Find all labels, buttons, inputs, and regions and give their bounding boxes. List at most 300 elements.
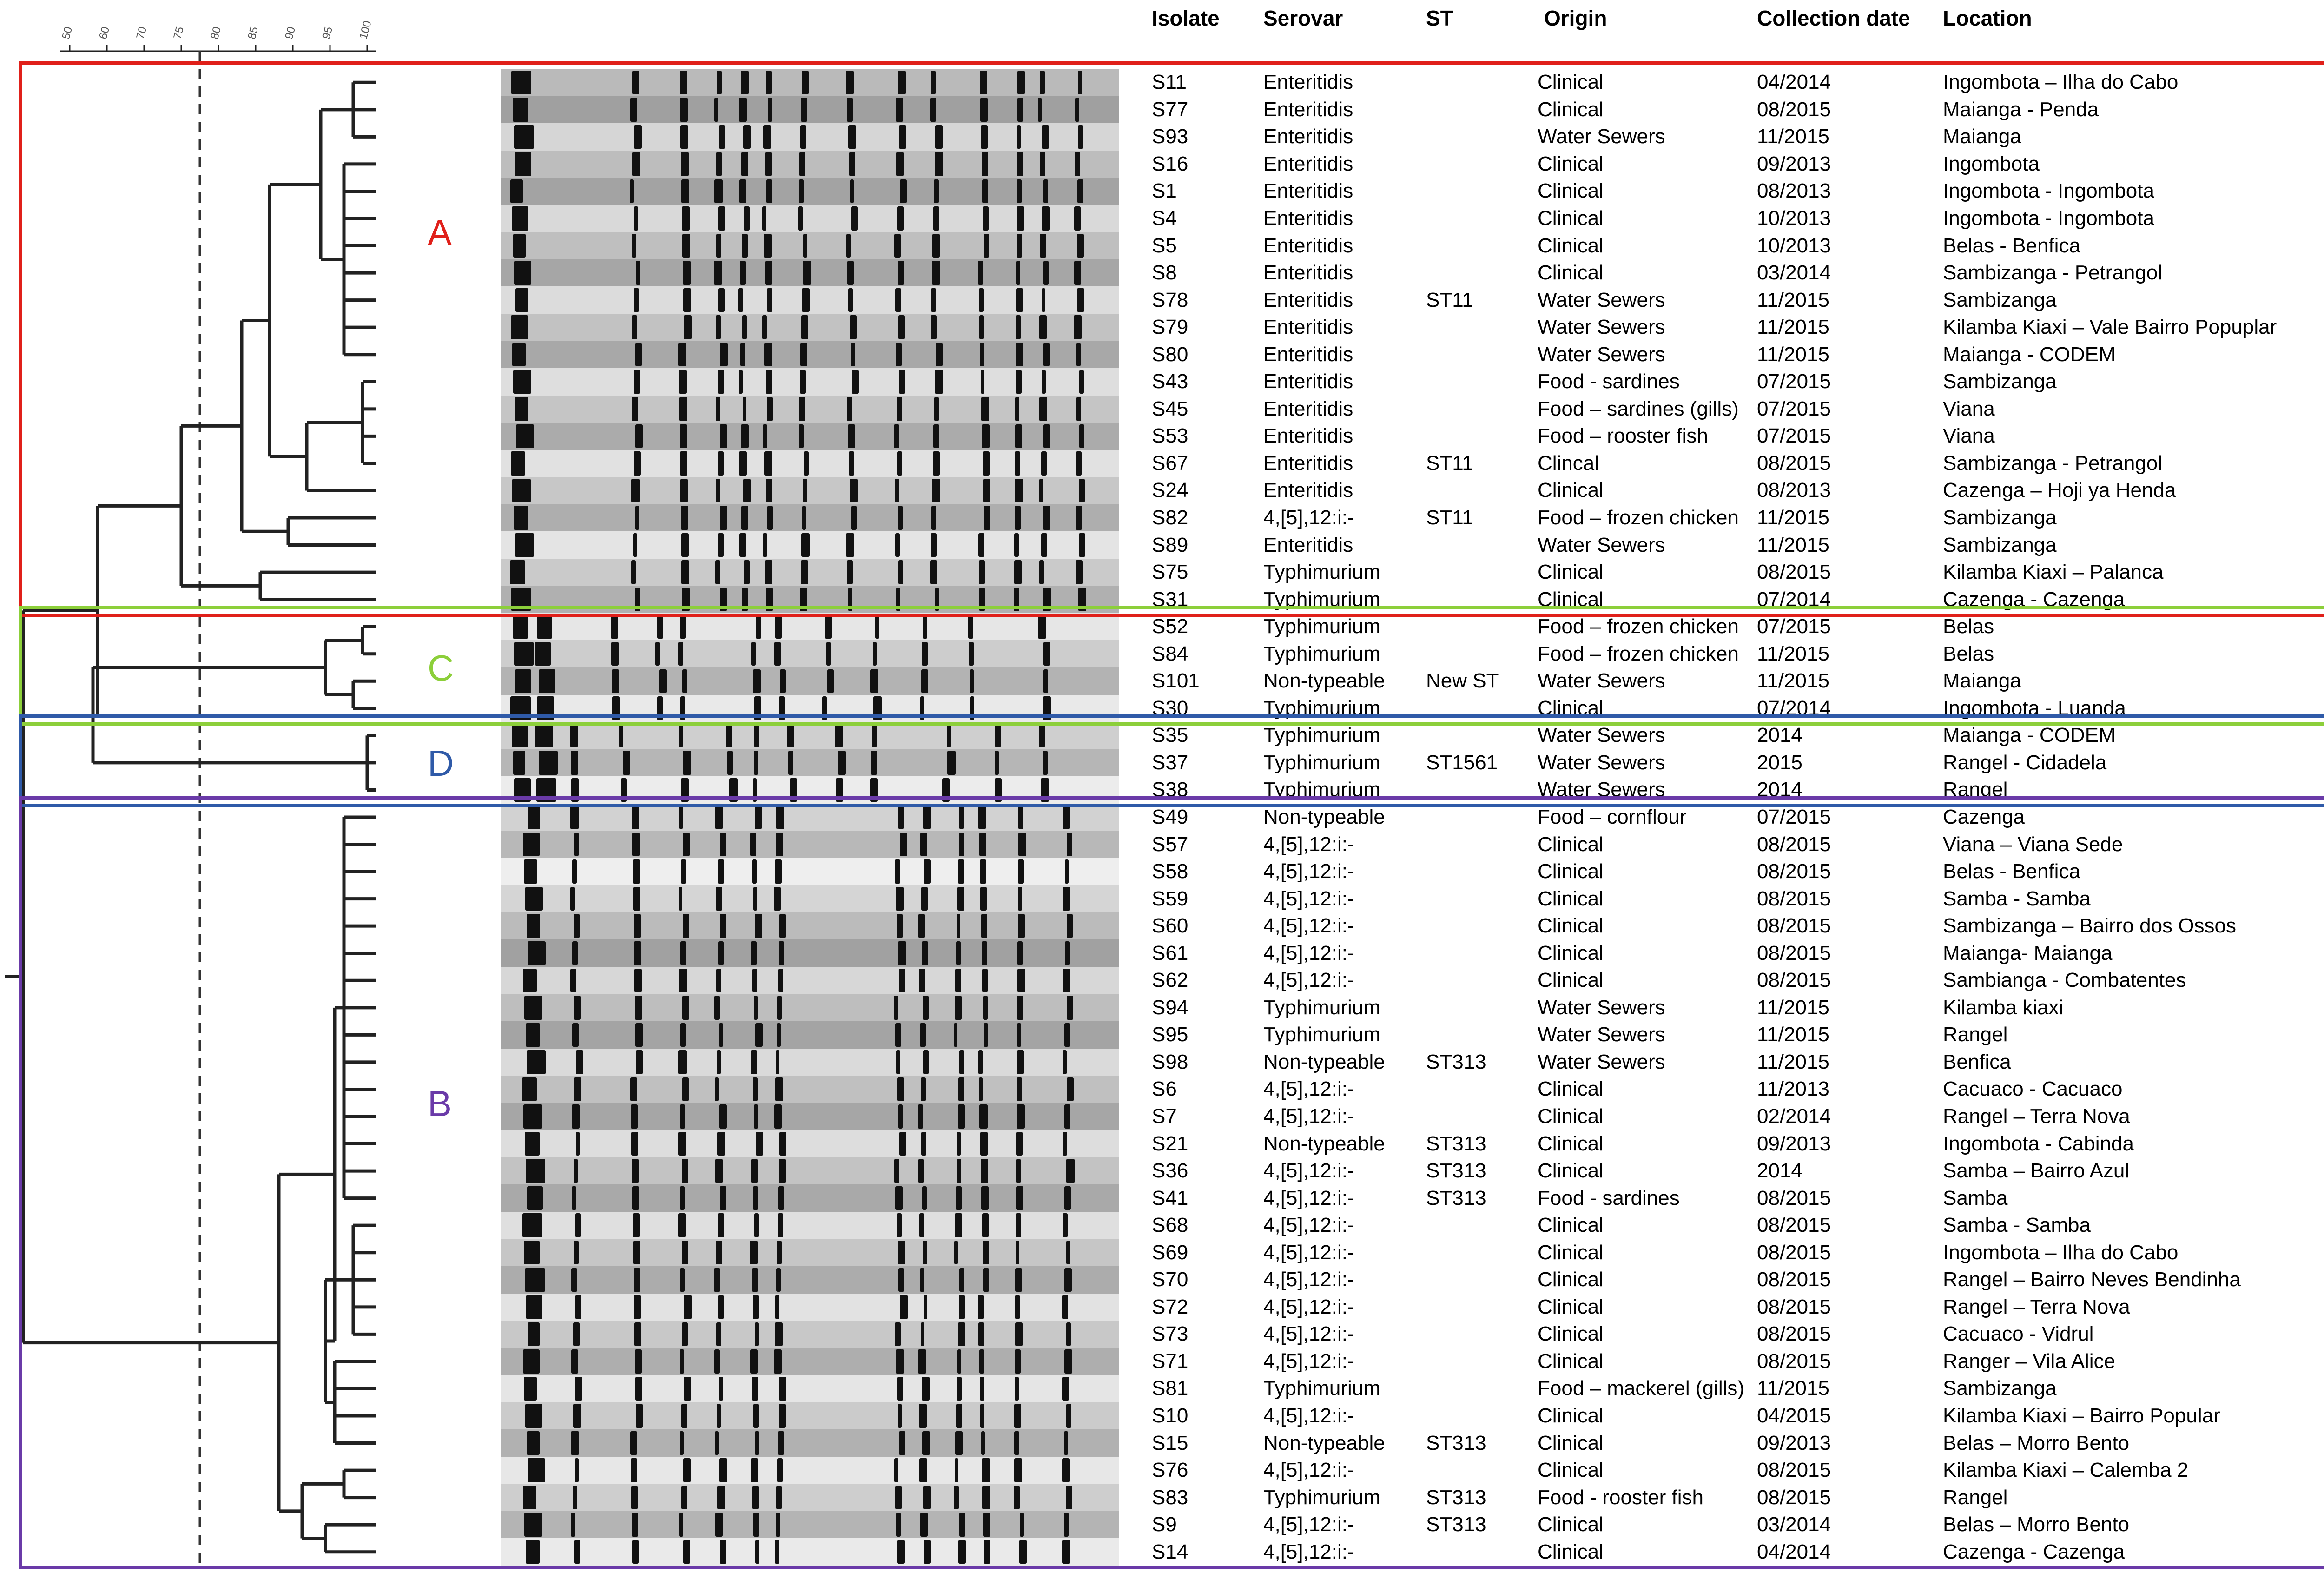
cell-location: Ingombota - Ingombota <box>1943 179 2154 203</box>
cell-isolate: S53 <box>1152 424 1188 448</box>
cell-date: 11/2015 <box>1757 343 1829 366</box>
cell-location: Maianga- Maianga <box>1943 941 2113 965</box>
cell-location: Ingombota - Ingombota <box>1943 207 2154 230</box>
cell-origin: Food – frozen chicken <box>1538 615 1739 638</box>
cell-date: 11/2015 <box>1757 996 1829 1019</box>
cell-serovar: Enteritidis <box>1263 179 1353 203</box>
scale-tick-label: 70 <box>134 25 150 41</box>
cell-serovar: Enteritidis <box>1263 397 1353 420</box>
cell-isolate: S38 <box>1152 778 1188 801</box>
cell-isolate: S70 <box>1152 1268 1188 1291</box>
cell-date: 07/2015 <box>1757 806 1831 828</box>
cell-origin: Clinical <box>1538 1513 1604 1536</box>
cell-date: 08/2015 <box>1757 98 1831 121</box>
cell-serovar: 4,[5],12:i:- <box>1263 1459 1354 1482</box>
cell-origin: Clinical <box>1538 71 1604 94</box>
cell-location: Samba - Samba <box>1943 887 2091 910</box>
cell-date: 11/2015 <box>1757 316 1829 339</box>
header-location: Location <box>1943 6 2032 30</box>
header-date: Collection date <box>1757 6 1910 30</box>
cell-isolate: S10 <box>1152 1404 1188 1427</box>
cell-date: 08/2015 <box>1757 941 1831 965</box>
cell-date: 07/2014 <box>1757 696 1831 720</box>
cell-isolate: S79 <box>1152 316 1188 339</box>
cell-origin: Water Sewers <box>1538 996 1665 1019</box>
cell-location: Ingombota – Ilha do Cabo <box>1943 1241 2179 1264</box>
cell-date: 08/2015 <box>1757 914 1831 938</box>
cell-date: 02/2014 <box>1757 1105 1831 1128</box>
scale-tick-label: 90 <box>283 25 298 41</box>
cell-location: Rangel – Bairro Neves Bendinha <box>1943 1268 2241 1291</box>
cell-serovar: Typhimurium <box>1263 615 1380 638</box>
cell-date: 08/2015 <box>1757 561 1831 584</box>
cell-location: Kilamba Kiaxi – Calemba 2 <box>1943 1459 2189 1482</box>
cell-location: Maianga <box>1943 669 2021 693</box>
cell-serovar: Enteritidis <box>1263 370 1353 393</box>
cell-isolate: S62 <box>1152 969 1188 992</box>
cell-date: 08/2015 <box>1757 860 1831 883</box>
cell-date: 07/2015 <box>1757 397 1831 420</box>
cell-isolate: S83 <box>1152 1486 1188 1509</box>
cell-serovar: Enteritidis <box>1263 234 1353 257</box>
cell-location: Rangel – Terra Nova <box>1943 1105 2130 1128</box>
cell-st: ST313 <box>1426 1486 1486 1509</box>
cell-st: ST313 <box>1426 1513 1486 1536</box>
cell-serovar: 4,[5],12:i:- <box>1263 1322 1354 1346</box>
cell-date: 08/2015 <box>1757 1268 1831 1291</box>
cell-date: 11/2015 <box>1757 1050 1829 1073</box>
cell-date: 11/2015 <box>1757 288 1829 311</box>
cell-isolate: S72 <box>1152 1295 1188 1318</box>
cell-serovar: 4,[5],12:i:- <box>1263 1214 1354 1237</box>
cell-isolate: S30 <box>1152 696 1188 720</box>
cell-location: Benfica <box>1943 1050 2011 1073</box>
cell-isolate: S93 <box>1152 125 1188 148</box>
cell-serovar: Enteritidis <box>1263 451 1353 475</box>
cell-serovar: 4,[5],12:i:- <box>1263 1186 1354 1209</box>
cell-origin: Clinical <box>1538 1132 1604 1155</box>
cell-date: 10/2013 <box>1757 234 1831 257</box>
cell-origin: Water Sewers <box>1538 533 1665 556</box>
cell-date: 2014 <box>1757 778 1802 801</box>
cell-date: 2014 <box>1757 724 1802 747</box>
cell-serovar: Enteritidis <box>1263 71 1353 94</box>
cell-date: 08/2015 <box>1757 1241 1831 1264</box>
cell-origin: Water Sewers <box>1538 125 1665 148</box>
cell-location: Viana <box>1943 424 1995 448</box>
cell-isolate: S35 <box>1152 724 1188 747</box>
cell-location: Rangel <box>1943 778 2008 801</box>
cell-serovar: Enteritidis <box>1263 533 1353 556</box>
cell-location: Belas - Benfica <box>1943 860 2080 883</box>
cell-isolate: S78 <box>1152 288 1188 311</box>
cell-origin: Clinical <box>1538 1431 1604 1454</box>
cluster-label: C <box>428 648 454 688</box>
cell-location: Belas – Morro Bento <box>1943 1431 2130 1454</box>
cell-serovar: Non-typeable <box>1263 806 1385 828</box>
cell-isolate: S89 <box>1152 533 1188 556</box>
cell-date: 08/2015 <box>1757 1322 1831 1346</box>
cell-date: 08/2015 <box>1757 1295 1831 1318</box>
cell-date: 10/2013 <box>1757 207 1831 230</box>
cell-date: 08/2013 <box>1757 479 1831 502</box>
cell-isolate: S24 <box>1152 479 1188 502</box>
cell-isolate: S11 <box>1152 71 1187 94</box>
cell-isolate: S7 <box>1152 1105 1177 1128</box>
cell-location: Sambianga - Combatentes <box>1943 969 2186 992</box>
cell-origin: Clinical <box>1538 179 1604 203</box>
cell-isolate: S101 <box>1152 669 1200 693</box>
cell-isolate: S31 <box>1152 588 1188 611</box>
cell-serovar: 4,[5],12:i:- <box>1263 887 1354 910</box>
cell-serovar: 4,[5],12:i:- <box>1263 506 1354 529</box>
cell-st: ST313 <box>1426 1431 1486 1454</box>
cell-serovar: 4,[5],12:i:- <box>1263 1540 1354 1563</box>
cell-st: ST11 <box>1426 506 1473 529</box>
cell-origin: Clinical <box>1538 941 1604 965</box>
cluster-box-c <box>19 606 2324 726</box>
cell-origin: Clinical <box>1538 1268 1604 1291</box>
cell-date: 04/2014 <box>1757 71 1831 94</box>
cell-origin: Clinical <box>1538 98 1604 121</box>
cell-location: Viana – Viana Sede <box>1943 833 2123 856</box>
cell-origin: Clinical <box>1538 1349 1604 1373</box>
cell-serovar: 4,[5],12:i:- <box>1263 914 1354 938</box>
cell-isolate: S76 <box>1152 1459 1188 1482</box>
scale-tick-label: 50 <box>59 25 75 41</box>
cell-serovar: Non-typeable <box>1263 1132 1385 1155</box>
cell-origin: Clinical <box>1538 561 1604 584</box>
cell-location: Samba - Samba <box>1943 1214 2091 1237</box>
cell-isolate: S84 <box>1152 642 1188 665</box>
cell-isolate: S67 <box>1152 451 1188 475</box>
cell-date: 07/2014 <box>1757 588 1831 611</box>
scale-tick-label: 100 <box>357 19 374 41</box>
cell-location: Sambizanga <box>1943 288 2057 311</box>
cell-location: Cacuaco - Cacuaco <box>1943 1077 2123 1101</box>
cell-serovar: 4,[5],12:i:- <box>1263 1268 1354 1291</box>
cell-isolate: S61 <box>1152 941 1188 965</box>
cell-serovar: 4,[5],12:i:- <box>1263 1295 1354 1318</box>
cluster-box-d <box>19 714 2324 807</box>
cell-date: 03/2014 <box>1757 1513 1831 1536</box>
cell-origin: Water Sewers <box>1538 778 1665 801</box>
cell-location: Kilamba kiaxi <box>1943 996 2064 1019</box>
cell-st: ST313 <box>1426 1186 1486 1209</box>
cell-st: ST313 <box>1426 1132 1486 1155</box>
cell-isolate: S16 <box>1152 152 1188 175</box>
cell-origin: Clinical <box>1538 1295 1604 1318</box>
cell-st: ST11 <box>1426 451 1473 475</box>
scale-tick-label: 80 <box>208 25 224 41</box>
cell-location: Samba – Bairro Azul <box>1943 1159 2130 1183</box>
cell-serovar: Typhimurium <box>1263 996 1380 1019</box>
cell-isolate: S82 <box>1152 506 1188 529</box>
cell-serovar: 4,[5],12:i:- <box>1263 941 1354 965</box>
cell-origin: Clinical <box>1538 207 1604 230</box>
cell-date: 04/2015 <box>1757 1404 1831 1427</box>
cell-origin: Clinical <box>1538 234 1604 257</box>
cell-origin: Clinical <box>1538 479 1604 502</box>
cell-date: 08/2015 <box>1757 451 1831 475</box>
header-origin: Origin <box>1544 6 1607 30</box>
cell-isolate: S14 <box>1152 1540 1188 1563</box>
cell-serovar: 4,[5],12:i:- <box>1263 1159 1354 1183</box>
cell-isolate: S80 <box>1152 343 1188 366</box>
cell-serovar: Typhimurium <box>1263 1486 1380 1509</box>
cell-st: ST11 <box>1426 288 1473 311</box>
cell-isolate: S68 <box>1152 1214 1188 1237</box>
cluster-box-b <box>19 796 2324 1569</box>
cell-origin: Water Sewers <box>1538 1023 1665 1046</box>
cell-location: Ingombota – Ilha do Cabo <box>1943 71 2179 94</box>
cell-date: 11/2013 <box>1757 1077 1829 1101</box>
cell-isolate: S41 <box>1152 1186 1188 1209</box>
cell-serovar: Typhimurium <box>1263 696 1380 720</box>
cell-location: Maianga <box>1943 125 2021 148</box>
cell-origin: Water Sewers <box>1538 343 1665 366</box>
cell-date: 03/2014 <box>1757 261 1831 284</box>
cell-serovar: Enteritidis <box>1263 152 1353 175</box>
cluster-label: D <box>428 742 454 784</box>
cell-date: 09/2013 <box>1757 1132 1831 1155</box>
cell-origin: Food – frozen chicken <box>1538 642 1739 665</box>
cell-location: Cazenga - Cazenga <box>1943 1540 2125 1563</box>
scale-tick-label: 60 <box>97 25 112 41</box>
cell-location: Sambizanga – Bairro dos Ossos <box>1943 914 2236 938</box>
cell-isolate: S81 <box>1152 1377 1188 1400</box>
cell-origin: Food – mackerel (gills) <box>1538 1377 1745 1400</box>
cell-serovar: 4,[5],12:i:- <box>1263 833 1354 856</box>
cell-location: Rangel <box>1943 1486 2008 1509</box>
cell-isolate: S9 <box>1152 1513 1177 1536</box>
cell-date: 08/2015 <box>1757 887 1831 910</box>
cell-serovar: 4,[5],12:i:- <box>1263 1105 1354 1128</box>
cell-location: Kilamba Kiaxi – Bairro Popular <box>1943 1404 2220 1427</box>
cell-date: 08/2015 <box>1757 969 1831 992</box>
cell-origin: Food – frozen chicken <box>1538 506 1739 529</box>
cell-serovar: Enteritidis <box>1263 261 1353 284</box>
cell-isolate: S77 <box>1152 98 1188 121</box>
cell-origin: Clinical <box>1538 969 1604 992</box>
cell-serovar: 4,[5],12:i:- <box>1263 1513 1354 1536</box>
cell-isolate: S60 <box>1152 914 1188 938</box>
cell-location: Cazenga - Cazenga <box>1943 588 2125 611</box>
cell-origin: Food - sardines <box>1538 1186 1680 1209</box>
cell-date: 09/2013 <box>1757 152 1831 175</box>
cell-location: Maianga - CODEM <box>1943 724 2116 747</box>
cell-origin: Clinical <box>1538 1459 1604 1482</box>
cell-location: Belas <box>1943 642 1994 665</box>
cell-date: 08/2015 <box>1757 833 1831 856</box>
cell-st: ST313 <box>1426 1050 1486 1073</box>
cell-serovar: Enteritidis <box>1263 316 1353 339</box>
cell-serovar: Non-typeable <box>1263 1050 1385 1073</box>
cluster-box-a <box>19 61 2324 617</box>
cell-origin: Clinical <box>1538 1214 1604 1237</box>
cell-location: Sambizanga <box>1943 506 2057 529</box>
cell-location: Ingombota - Luanda <box>1943 696 2126 720</box>
cell-isolate: S4 <box>1152 207 1177 230</box>
cell-origin: Clinical <box>1538 1322 1604 1346</box>
cell-serovar: 4,[5],12:i:- <box>1263 1077 1354 1101</box>
cell-isolate: S95 <box>1152 1023 1188 1046</box>
cell-serovar: Enteritidis <box>1263 343 1353 366</box>
cell-origin: Food – rooster fish <box>1538 424 1708 448</box>
cell-origin: Clinical <box>1538 696 1604 720</box>
cell-serovar: 4,[5],12:i:- <box>1263 1404 1354 1427</box>
cell-serovar: Typhimurium <box>1263 724 1380 747</box>
cell-origin: Clinical <box>1538 914 1604 938</box>
cell-origin: Food - sardines <box>1538 370 1680 393</box>
cell-origin: Food – cornflour <box>1538 806 1687 828</box>
cell-location: Belas <box>1943 615 1994 638</box>
cell-isolate: S8 <box>1152 261 1177 284</box>
cell-origin: Food – sardines (gills) <box>1538 397 1739 420</box>
cell-isolate: S43 <box>1152 370 1188 393</box>
cell-date: 11/2015 <box>1757 506 1829 529</box>
cell-origin: Clinical <box>1538 1540 1604 1563</box>
cell-location: Rangel <box>1943 1023 2008 1046</box>
header-serovar: Serovar <box>1263 6 1343 30</box>
cell-origin: Clinical <box>1538 1241 1604 1264</box>
cell-location: Maianga - Penda <box>1943 98 2099 121</box>
cell-origin: Food - rooster fish <box>1538 1486 1704 1509</box>
cell-date: 04/2014 <box>1757 1540 1831 1563</box>
cell-serovar: Enteritidis <box>1263 98 1353 121</box>
cell-isolate: S75 <box>1152 561 1188 584</box>
cell-location: Kilamba Kiaxi – Vale Bairro Popuplar <box>1943 316 2277 339</box>
cell-serovar: 4,[5],12:i:- <box>1263 860 1354 883</box>
cell-date: 08/2013 <box>1757 179 1831 203</box>
cell-date: 08/2015 <box>1757 1349 1831 1373</box>
cell-serovar: Enteritidis <box>1263 288 1353 311</box>
cell-serovar: Non-typeable <box>1263 1431 1385 1454</box>
cell-origin: Clinical <box>1538 887 1604 910</box>
cell-location: Belas - Benfica <box>1943 234 2080 257</box>
cell-isolate: S58 <box>1152 860 1188 883</box>
cell-origin: Water Sewers <box>1538 751 1665 774</box>
cell-date: 11/2015 <box>1757 642 1829 665</box>
cell-date: 11/2015 <box>1757 533 1829 556</box>
cell-isolate: S21 <box>1152 1132 1188 1155</box>
cell-origin: Clinical <box>1538 588 1604 611</box>
cell-serovar: Typhimurium <box>1263 561 1380 584</box>
cell-isolate: S59 <box>1152 887 1188 910</box>
cell-serovar: Enteritidis <box>1263 479 1353 502</box>
cell-isolate: S6 <box>1152 1077 1177 1101</box>
cell-date: 09/2013 <box>1757 1431 1831 1454</box>
cell-origin: Water Sewers <box>1538 316 1665 339</box>
cell-date: 08/2015 <box>1757 1486 1831 1509</box>
cell-origin: Water Sewers <box>1538 288 1665 311</box>
cell-origin: Clinical <box>1538 152 1604 175</box>
cell-isolate: S52 <box>1152 615 1188 638</box>
scale-tick-label: 75 <box>171 25 187 41</box>
cell-location: Viana <box>1943 397 1995 420</box>
cell-origin: Water Sewers <box>1538 1050 1665 1073</box>
cell-serovar: Typhimurium <box>1263 642 1380 665</box>
cell-location: Cacuaco - Vidrul <box>1943 1322 2094 1346</box>
cell-location: Belas – Morro Bento <box>1943 1513 2130 1536</box>
cell-location: Maianga - CODEM <box>1943 343 2116 366</box>
cell-location: Cazenga <box>1943 806 2025 828</box>
cell-serovar: Typhimurium <box>1263 751 1380 774</box>
cell-isolate: S57 <box>1152 833 1188 856</box>
cell-location: Ingombota - Cabinda <box>1943 1132 2134 1155</box>
cluster-label: A <box>428 212 452 253</box>
cell-location: Kilamba Kiaxi – Palanca <box>1943 561 2164 584</box>
cell-date: 08/2015 <box>1757 1186 1831 1209</box>
cell-origin: Clinical <box>1538 1404 1604 1427</box>
cell-serovar: 4,[5],12:i:- <box>1263 969 1354 992</box>
cell-location: Cazenga – Hoji ya Henda <box>1943 479 2176 502</box>
cell-date: 2015 <box>1757 751 1802 774</box>
cell-isolate: S15 <box>1152 1431 1188 1454</box>
cell-st: New ST <box>1426 669 1499 693</box>
cell-serovar: Enteritidis <box>1263 125 1353 148</box>
cell-isolate: S69 <box>1152 1241 1188 1264</box>
cell-date: 08/2015 <box>1757 1459 1831 1482</box>
cell-isolate: S94 <box>1152 996 1188 1019</box>
cell-date: 11/2015 <box>1757 669 1829 693</box>
cell-location: Rangel – Terra Nova <box>1943 1295 2130 1318</box>
cell-origin: Water Sewers <box>1538 669 1665 693</box>
cell-serovar: Typhimurium <box>1263 1023 1380 1046</box>
cell-isolate: S1 <box>1152 179 1177 203</box>
cell-serovar: Typhimurium <box>1263 778 1380 801</box>
cell-serovar: 4,[5],12:i:- <box>1263 1241 1354 1264</box>
cell-isolate: S71 <box>1152 1349 1188 1373</box>
cell-location: Ingombota <box>1943 152 2040 175</box>
cell-date: 08/2015 <box>1757 1214 1831 1237</box>
cell-st: ST1561 <box>1426 751 1498 774</box>
header-isolate: Isolate <box>1152 6 1220 30</box>
cell-origin: Water Sewers <box>1538 724 1665 747</box>
cell-origin: Clinical <box>1538 261 1604 284</box>
cell-location: Sambizanga - Petrangol <box>1943 261 2163 284</box>
cell-location: Sambizanga <box>1943 1377 2057 1400</box>
cell-serovar: Typhimurium <box>1263 588 1380 611</box>
cell-isolate: S5 <box>1152 234 1177 257</box>
cell-date: 07/2015 <box>1757 370 1831 393</box>
cell-date: 2014 <box>1757 1159 1802 1183</box>
cell-date: 11/2015 <box>1757 125 1829 148</box>
cell-serovar: 4,[5],12:i:- <box>1263 1349 1354 1373</box>
cell-location: Sambizanga - Petrangol <box>1943 451 2163 475</box>
cluster-label: B <box>428 1083 452 1124</box>
cell-serovar: Enteritidis <box>1263 424 1353 448</box>
cell-date: 11/2015 <box>1757 1377 1829 1400</box>
cell-date: 07/2015 <box>1757 615 1831 638</box>
cell-origin: Clinical <box>1538 1105 1604 1128</box>
cell-st: ST313 <box>1426 1159 1486 1183</box>
cell-isolate: S45 <box>1152 397 1188 420</box>
cell-location: Samba <box>1943 1186 2008 1209</box>
cell-origin: Clinical <box>1538 1159 1604 1183</box>
cell-location: Ranger – Vila Alice <box>1943 1349 2115 1373</box>
cell-origin: Clinical <box>1538 833 1604 856</box>
cell-location: Rangel - Cidadela <box>1943 751 2107 774</box>
cell-serovar: Typhimurium <box>1263 1377 1380 1400</box>
cell-date: 11/2015 <box>1757 1023 1829 1046</box>
scale-tick-label: 85 <box>245 25 261 41</box>
cell-serovar: Enteritidis <box>1263 207 1353 230</box>
scale-tick-label: 95 <box>320 25 336 41</box>
cell-isolate: S49 <box>1152 806 1188 828</box>
cell-date: 07/2015 <box>1757 424 1831 448</box>
cell-isolate: S36 <box>1152 1159 1188 1183</box>
